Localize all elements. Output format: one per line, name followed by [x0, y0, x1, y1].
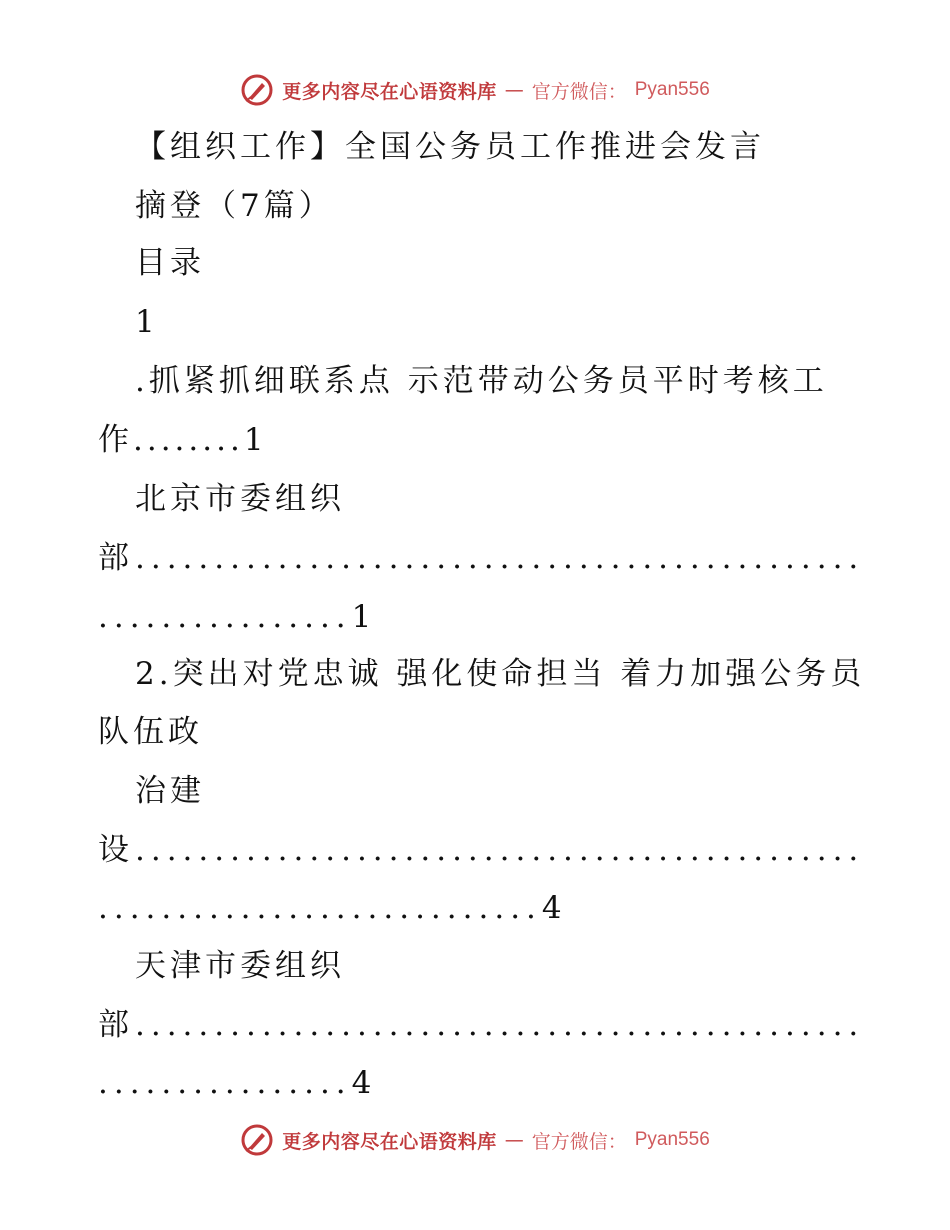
toc-source-2-line3: ................4	[98, 1065, 378, 1101]
toc-source-2-line1: 天津市委组织	[135, 948, 345, 984]
toc-entry-2-line1[interactable]: 2.突出对党忠诚 强化使命担当 着力加强公务员	[135, 656, 866, 692]
toc-source-2-line2: 部..............................................	[98, 1007, 865, 1043]
quill-logo-icon	[240, 73, 274, 107]
watermark-wechat-label: 官方微信：	[531, 80, 627, 103]
toc-entry-2-line2[interactable]: 队伍政	[98, 714, 203, 750]
watermark-separator: —	[504, 79, 524, 101]
watermark-header	[0, 70, 950, 110]
toc-source-1-line2: 部..............................................	[98, 540, 865, 576]
document-title-line1: 【组织工作】全国公务员工作推进会发言	[135, 129, 765, 165]
toc-number: 1	[135, 304, 159, 340]
watermark-wechat-id: Pyan556	[634, 79, 710, 100]
quill-logo-icon	[240, 1123, 274, 1157]
watermark-text: 更多内容尽在心语资料库	[282, 1130, 497, 1153]
watermark-text: 更多内容尽在心语资料库	[282, 80, 497, 103]
watermark-wechat-id: Pyan556	[634, 1129, 710, 1150]
document-title-line2: 摘登（7篇）	[135, 188, 334, 224]
watermark-footer	[0, 1120, 950, 1160]
toc-source-1-line3: ................1	[98, 599, 378, 635]
toc-source-1-line1: 北京市委组织	[135, 481, 345, 517]
toc-entry-2-line5[interactable]: ............................4	[98, 890, 568, 926]
toc-entry-2-line4[interactable]: 设..............................................	[98, 832, 865, 868]
toc-entry-1-line2[interactable]: 作........1	[98, 422, 268, 458]
watermark-wechat-label: 官方微信：	[531, 1130, 627, 1153]
toc-entry-2-line3[interactable]: 治建	[135, 773, 205, 809]
toc-entry-1-line1[interactable]: .抓紧抓细联系点 示范带动公务员平时考核工	[135, 363, 828, 399]
toc-heading: 目录	[135, 245, 205, 281]
watermark-separator: —	[504, 1129, 524, 1151]
